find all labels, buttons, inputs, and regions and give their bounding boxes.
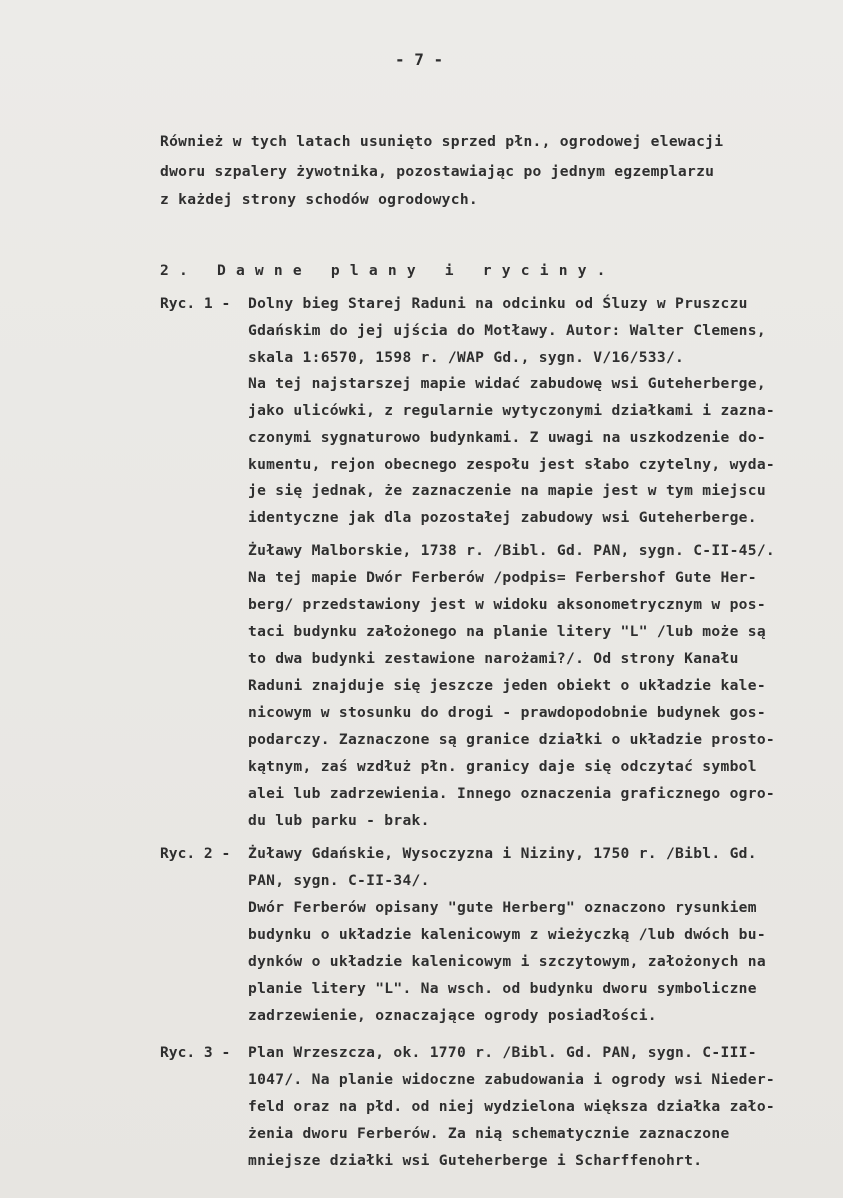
figure-text-line: żenia dworu Ferberów. Za nią schematycznie zaznaczone (248, 1125, 730, 1142)
figure-text-line: mniejsze działki wsi Guteherberge i Scharffenohrt. (248, 1152, 703, 1169)
figure-text-line: Na tej mapie Dwór Ferberów /podpis= Ferbershof Gute Her- (248, 569, 757, 586)
figure-text-line: nicowym w stosunku do drogi - prawdopodobnie budynek gos- (248, 704, 766, 721)
figure-text-line: identyczne jak dla pozostałej zabudowy wsi Guteherberge. (248, 509, 757, 526)
figure-text-line: jako ulicówki, z regularnie wytyczonymi działkami i zazna- (248, 402, 775, 419)
figure-text-line: czonymi sygnaturowo budynkami. Z uwagi na uszkodzenie do- (248, 429, 766, 446)
figure-text-line: PAN, sygn. C-II-34/. (248, 872, 430, 889)
figure-text-line: Plan Wrzeszcza, ok. 1770 r. /Bibl. Gd. PAN, sygn. C-III- (248, 1044, 757, 1061)
intro-line: z każdej strony schodów ogrodowych. (160, 191, 479, 208)
figure-label: Ryc. 2 - (160, 845, 231, 862)
figure-text-line: je się jednak, że zaznaczenie na mapie jest w tym miejscu (248, 482, 766, 499)
figure-text-line: kumentu, rejon obecnego zespołu jest słabo czytelny, wyda- (248, 456, 775, 473)
figure-text-line: budynku o układzie kalenicowym z wieżyczką /lub dwóch bu- (248, 926, 766, 943)
section-heading: 2. Dawne plany i ryciny. (160, 262, 616, 279)
figure-text-line: Na tej najstarszej mapie widać zabudowę wsi Guteherberge, (248, 375, 766, 392)
intro-line: Również w tych latach usunięto sprzed płn., ogrodowej elewacji (160, 133, 724, 150)
figure-text-line: Dwór Ferberów opisany "gute Herberg" oznaczono rysunkiem (248, 899, 757, 916)
figure-text-line: berg/ przedstawiony jest w widoku aksonometrycznym w pos- (248, 596, 766, 613)
figure-text-line: podarczy. Zaznaczone są granice działki o układzie prosto- (248, 731, 775, 748)
figure-text-line: planie litery "L". Na wsch. od budynku dworu symboliczne (248, 980, 757, 997)
intro-line: dworu szpalery żywotnika, pozostawiając po jednym egzemplarzu (160, 163, 715, 180)
figure-text-line: Raduni znajduje się jeszcze jeden obiekt o układzie kale- (248, 677, 766, 694)
figure-text-line: zadrzewienie, oznaczające ogrody posiadłości. (248, 1007, 657, 1024)
page-number: - 7 - (395, 50, 444, 69)
figure-text-line: taci budynku założonego na planie litery "L" /lub może są (248, 623, 766, 640)
figure-text-line: alei lub zadrzewienia. Innego oznaczenia graficznego ogro- (248, 785, 775, 802)
figure-label: Ryc. 1 - (160, 295, 231, 312)
figure-text-line: feld oraz na płd. od niej wydzielona większa działka zało- (248, 1098, 775, 1115)
figure-text-line: 1047/. Na planie widoczne zabudowania i ogrody wsi Nieder- (248, 1071, 775, 1088)
figure-text-line: kątnym, zaś wzdłuż płn. granicy daje się odczytać symbol (248, 758, 757, 775)
figure-text-line: dynków o układzie kalenicowym i szczytowym, założonych na (248, 953, 766, 970)
figure-label: Ryc. 3 - (160, 1044, 231, 1061)
figure-text-line: Żuławy Gdańskie, Wysoczyzna i Niziny, 1750 r. /Bibl. Gd. (248, 845, 757, 862)
figure-text-line: Żuławy Malborskie, 1738 r. /Bibl. Gd. PAN, sygn. C-II-45/. (248, 542, 775, 559)
figure-text-line: skala 1:6570, 1598 r. /WAP Gd., sygn. V/16/533/. (248, 349, 685, 366)
figure-text-line: du lub parku - brak. (248, 812, 430, 829)
figure-text-line: Dolny bieg Starej Raduni na odcinku od Śluzy w Pruszczu (248, 295, 748, 312)
figure-text-line: to dwa budynki zestawione narożami?/. Od strony Kanału (248, 650, 739, 667)
figure-text-line: Gdańskim do jej ujścia do Motławy. Autor: Walter Clemens, (248, 322, 766, 339)
